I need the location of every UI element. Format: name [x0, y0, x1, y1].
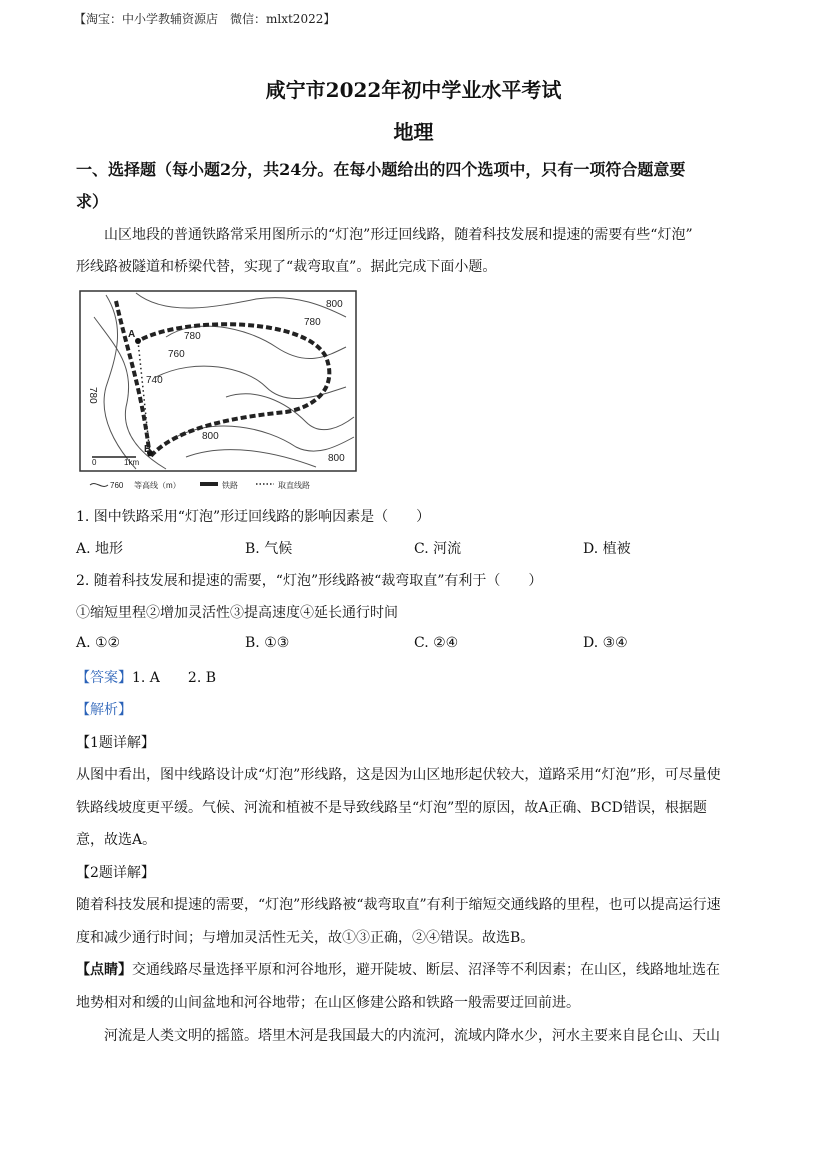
intro-text-cont: 形线路被隧道和桥梁代替，实现了“裁弯取直”。据此完成下面小题。	[76, 259, 497, 275]
tip-line	[76, 959, 720, 979]
point-b-label: B	[144, 444, 152, 455]
contour-label: 780	[304, 317, 321, 328]
question-1-stem: 1. 图中铁路采用“灯泡”形迂回线路的影响因素是（ ）	[76, 509, 431, 525]
q2-detail-label: 【2题详解】	[76, 865, 155, 881]
contour-label: 760	[168, 349, 185, 360]
q2-option-a: A. ①②	[76, 635, 121, 651]
contour-map	[76, 287, 366, 495]
tip-label: 【点睛】	[76, 962, 132, 978]
q1-option-d: D. 植被	[583, 541, 631, 557]
q2-option-d: D. ③④	[583, 635, 628, 651]
intro-text: 山区地段的普通铁路常采用图所示的“灯泡”形迂回线路，随着科技发展和提速的需要有些“灯泡”	[104, 227, 693, 243]
section-heading: 一、选择题（每小题2分，共24分。在每小题给出的四个选项中，只有一项符合题意要	[76, 160, 686, 179]
exam-title: 咸宁市2022年初中学业水平考试	[265, 78, 562, 102]
answer-line	[76, 667, 216, 687]
q2-detail-text: 随着科技发展和提速的需要，“灯泡”形线路被“裁弯取直”有利于缩短交通线路的里程，也可以提高运行速	[76, 897, 721, 913]
next-passage-text: 河流是人类文明的摇篮。塔里木河是我国最大的内流河，流域内降水少，河水主要来自昆仑山、天山	[104, 1028, 720, 1044]
q1-option-a: A. 地形	[76, 541, 124, 557]
contour-label: 740	[146, 375, 163, 386]
point-a-label: A	[128, 329, 136, 340]
question-2-stem: 2. 随着科技发展和提速的需要，“灯泡”形线路被“裁弯取直”有利于（ ）	[76, 573, 543, 589]
q2-detail-text: 度和减少通行时间；与增加灵活性无关，故①③正确，②④错误。故选B。	[76, 930, 535, 946]
question-2-sub: ①缩短里程②增加灵活性③提高速度④延长通行时间	[76, 605, 398, 621]
q1-detail-text: 意，故选A。	[76, 832, 157, 848]
q1-detail-text: 铁路线坡度更平缓。气候、河流和植被不是导致线路呈“灯泡”型的原因，故A正确、BCD错误，根据题	[76, 800, 707, 816]
legend-railway-text: 铁路	[222, 481, 238, 490]
tip-text-cont: 地势相对和缓的山间盆地和河谷地带；在山区修建公路和铁路一般需要迂回前进。	[76, 995, 580, 1011]
tip-text: 交通线路尽量选择平原和河谷地形，避开陡坡、断层、沼泽等不利因素；在山区，线路地址选在	[132, 962, 720, 978]
contour-label: 780	[184, 331, 201, 342]
contour-label: 780	[87, 387, 98, 404]
section-heading-cont: 求）	[76, 192, 109, 211]
header-note: 【淘宝：中小学教辅资源店 微信：mlxt2022】	[74, 12, 336, 26]
point-a-marker	[135, 338, 141, 344]
contour-label: 800	[202, 431, 219, 442]
scale-start: 0	[92, 458, 97, 467]
subject-title: 地理	[393, 120, 434, 144]
legend-railway-symbol	[200, 482, 218, 486]
q1-detail-label: 【1题详解】	[76, 735, 155, 751]
legend-contour-text: 等高线（m）	[134, 481, 181, 490]
q1-option-c: C. 河流	[414, 541, 462, 557]
q1-detail-text: 从图中看出，图中线路设计成“灯泡”形线路，这是因为山区地形起伏较大，道路采用“灯泡”形，可尽量使	[76, 767, 721, 783]
analysis-label: 【解析】	[76, 702, 132, 718]
legend-contour-symbol	[90, 484, 108, 487]
q1-option-b: B. 气候	[245, 541, 293, 557]
contour-label: 800	[326, 299, 343, 310]
legend-contour-value: 760	[110, 481, 124, 490]
q2-option-b: B. ①③	[245, 635, 290, 651]
legend-straight-text: 取直线路	[278, 481, 310, 490]
answer-text: 1. A 2. B	[132, 670, 217, 686]
q2-option-c: C. ②④	[414, 635, 459, 651]
answer-label: 【答案】	[76, 670, 132, 686]
scale-end: 1km	[124, 458, 140, 467]
contour-label: 800	[328, 453, 345, 464]
